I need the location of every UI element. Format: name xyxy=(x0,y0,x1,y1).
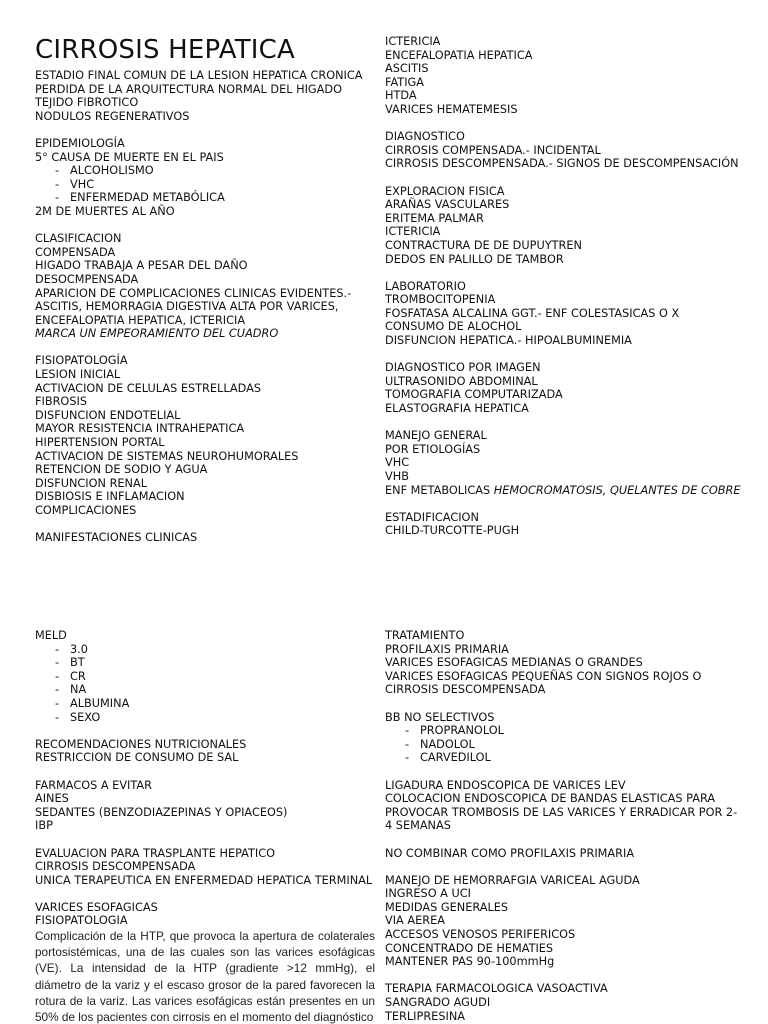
varices-paragraph: Complicación de la HTP, que provoca la apertura de colaterales portosistémicas, una de las cuales son las varices esofágicas (VE). La intensidad de la HTP (gradiente >12 mmHg), el diámetro de la variz y el escaso grosor de la pared favorecen la rotura de la variz. Las varices esofágicas están presentes en un 50% de los pacientes con cirrosis en el momento del diagnóstico xyxy=(35,929,375,1024)
ligation-heading: LIGADURA ENDOSCOPICA DE VARICES LEV xyxy=(385,778,626,792)
laboratory-line: DISFUNCION HEPATICA.- HIPOALBUMINEMIA xyxy=(385,334,632,348)
hemorrhage-heading: MANEJO DE HEMORRAFGIA VARICEAL AGUDA xyxy=(385,873,640,887)
physiopathology-line: ACTIVACION DE SISTEMAS NEUROHUMORALES xyxy=(35,449,299,463)
treatment-line: CIRROSIS DESCOMPENSADA xyxy=(385,683,546,697)
classification-line: DESOCMPENSADA xyxy=(35,272,139,286)
manifestation-item: ICTERICIA xyxy=(385,35,441,48)
physiopathology-line: COMPLICACIONES xyxy=(35,504,137,517)
treatment-heading: TRATAMIENTO xyxy=(385,629,465,642)
classification-line: COMPENSADA xyxy=(35,245,116,259)
nutrition-line: RESTRICCION DE CONSUMO DE SAL xyxy=(35,751,239,765)
drugs-avoid-line: SEDANTES (BENZODIAZEPINAS Y OPIACEOS) xyxy=(35,805,288,819)
epidemiology-item: - VHC xyxy=(35,178,375,192)
ligation-line: 4 SEMANAS xyxy=(385,819,451,833)
drugs-avoid-line: IBP xyxy=(35,819,53,833)
physiopathology-line: LESION INICIAL xyxy=(35,368,121,382)
epidemiology-item: - ALCOHOLISMO xyxy=(35,164,375,178)
laboratory-heading: LABORATORIO xyxy=(385,279,466,293)
beta-blockers-heading: BB NO SELECTIVOS xyxy=(385,710,495,724)
meld-heading: MELD xyxy=(35,629,67,642)
ligation-line: PROVOCAR TROMBOSIS DE LAS VARICES Y ERRADICAR POR 2- xyxy=(385,805,738,819)
diagnosis-line: CIRROSIS DESCOMPENSADA.- SIGNOS DE DESCOMPENSACIÓN xyxy=(385,157,739,171)
physical-exam-line: DEDOS EN PALILLO DE TAMBOR xyxy=(385,252,564,266)
physical-exam-line: CONTRACTURA DE DE DUPUYTREN xyxy=(385,238,582,252)
manifestation-item: ENCEFALOPATIA HEPATICA xyxy=(385,48,533,62)
intro-line: PERDIDA DE LA ARQUITECTURA NORMAL DEL HIGADO xyxy=(35,82,342,96)
hemorrhage-line: CONCENTRADO DE HEMATIES xyxy=(385,941,554,955)
meld-item: - 3.0 xyxy=(35,643,385,657)
general-management-line: VHC xyxy=(385,456,410,470)
right-column-upper xyxy=(385,35,765,538)
metabolic-italic: HEMOCROMATOSIS, QUELANTES DE COBRE xyxy=(493,483,741,497)
physiopathology-line: HIPERTENSION PORTAL xyxy=(35,436,165,450)
imaging-heading: DIAGNOSTICO POR IMAGEN xyxy=(385,361,541,375)
clinical-manifestations-heading: MANIFESTACIONES CLINICAS xyxy=(35,531,198,545)
ligation-line: COLOCACION ENDOSCOPICA DE BANDAS ELASTICAS PARA xyxy=(385,792,716,806)
manifestation-item: HTDA xyxy=(385,89,417,103)
meld-item: - NA xyxy=(35,683,385,697)
physiopathology-line: ACTIVACION DE CELULAS ESTRELLADAS xyxy=(35,381,262,395)
physiopathology-heading: FISIOPATOLOGÍA xyxy=(35,354,128,368)
left-column-lower xyxy=(35,629,385,1024)
treatment-line: VARICES ESOFAGICAS MEDIANAS O GRANDES xyxy=(385,656,643,670)
beta-blocker-item: - PROPRANOLOL xyxy=(385,724,765,738)
intro-line: TEJIDO FIBROTICO xyxy=(35,96,139,110)
classification-line: ENCEFALOPATIA HEPATICA, ICTERICIA xyxy=(35,313,246,327)
right-column-lower xyxy=(385,629,765,1023)
manifestation-item: ASCITIS xyxy=(385,62,429,76)
drugs-avoid-heading: FARMACOS A EVITAR xyxy=(35,778,152,792)
varices-subheading: FISIOPATOLOGIA xyxy=(35,914,128,928)
physical-exam-line: ERITEMA PALMAR xyxy=(385,211,484,225)
diagnosis-line: CIRROSIS COMPENSADA.- INCIDENTAL xyxy=(385,143,601,157)
metabolic-prefix: ENF METABOLICAS xyxy=(385,483,494,497)
document-title: CIRROSIS HEPATICA xyxy=(35,35,296,65)
transplant-heading: EVALUACION PARA TRASPLANTE HEPATICO xyxy=(35,846,276,860)
diagnosis-heading: DIAGNOSTICO xyxy=(385,130,465,144)
classification-line: APARICION DE COMPLICACIONES CLINICAS EVIDENTES.- xyxy=(35,286,352,300)
beta-blocker-item: - NADOLOL xyxy=(385,738,765,752)
manifestation-item: VARICES HEMATEMESIS xyxy=(385,102,518,116)
intro-line: NODULOS REGENERATIVOS xyxy=(35,109,190,123)
vasoactive-line: SANGRADO AGUDI xyxy=(385,996,491,1010)
epidemiology-deaths: 2M DE MUERTES AL AÑO xyxy=(35,204,175,218)
physical-exam-line: ARAÑAS VASCULARES xyxy=(385,198,510,212)
manifestation-item: FATIGA xyxy=(385,75,425,89)
transplant-line: UNICA TERAPEUTICA EN ENFERMEDAD HEPATICA TERMINAL xyxy=(35,873,373,887)
laboratory-line: FOSFATASA ALCALINA GGT.- ENF COLESTASICAS O X xyxy=(385,306,680,320)
transplant-line: CIRROSIS DESCOMPENSADA xyxy=(35,860,196,874)
left-column-upper xyxy=(35,35,375,545)
nutrition-heading: RECOMENDACIONES NUTRICIONALES xyxy=(35,737,247,751)
imaging-line: ELASTOGRAFIA HEPATICA xyxy=(385,402,529,416)
hemorrhage-line: VIA AEREA xyxy=(385,914,445,928)
epidemiology-item: - ENFERMEDAD METABÓLICA xyxy=(35,191,375,205)
metabolic-disease-line xyxy=(385,484,765,498)
hemorrhage-line: MEDIDAS GENERALES xyxy=(385,900,509,914)
physiopathology-line: RETENCION DE SODIO Y AGUA xyxy=(35,463,208,477)
hemorrhage-line: MANTENER PAS 90-100mmHg xyxy=(385,955,555,969)
vasoactive-line: TERLIPRESINA xyxy=(385,1009,465,1023)
intro-line: ESTADIO FINAL COMUN DE LA LESION HEPATICA CRONICA xyxy=(35,69,363,82)
physiopathology-line: DISBIOSIS E INFLAMACION xyxy=(35,490,185,504)
drugs-avoid-line: AINES xyxy=(35,792,69,806)
hemorrhage-line: INGRESO A UCI xyxy=(385,887,471,901)
classification-italic-note: MARCA UN EMPEORAMIENTO DEL CUADRO xyxy=(35,327,279,341)
meld-item: - CR xyxy=(35,670,385,684)
vasoactive-heading: TERAPIA FARMACOLOGICA VASOACTIVA xyxy=(385,982,608,996)
general-management-line: POR ETIOLOGÍAS xyxy=(385,442,481,456)
imaging-line: TOMOGRAFIA COMPUTARIZADA xyxy=(385,388,563,402)
meld-item: - BT xyxy=(35,656,385,670)
epidemiology-heading: EPIDEMIOLOGÍA xyxy=(35,136,125,150)
classification-line: ASCITIS, HEMORRAGIA DIGESTIVA ALTA POR VARICES, xyxy=(35,300,339,314)
physiopathology-line: MAYOR RESISTENCIA INTRAHEPATICA xyxy=(35,422,245,436)
staging-line: CHILD-TURCOTTE-PUGH xyxy=(385,524,520,538)
varices-heading: VARICES ESOFAGICAS xyxy=(35,900,158,914)
laboratory-line: CONSUMO DE ALOCHOL xyxy=(385,320,522,334)
physical-exam-line: ICTERICIA xyxy=(385,225,441,239)
hemorrhage-line: ACCESOS VENOSOS PERIFERICOS xyxy=(385,928,576,942)
meld-item: - SEXO xyxy=(35,711,385,725)
imaging-line: ULTRASONIDO ABDOMINAL xyxy=(385,374,538,388)
no-combine-line: NO COMBINAR COMO PROFILAXIS PRIMARIA xyxy=(385,846,635,860)
meld-item: - ALBUMINA xyxy=(35,697,385,711)
general-management-line: VHB xyxy=(385,470,409,483)
laboratory-line: TROMBOCITOPENIA xyxy=(385,293,496,307)
physiopathology-line: DISFUNCION RENAL xyxy=(35,476,148,490)
treatment-line: VARICES ESOFAGICAS PEQUEÑAS CON SIGNOS ROJOS O xyxy=(385,669,702,683)
beta-blocker-item: - CARVEDILOL xyxy=(385,751,765,765)
physiopathology-line: DISFUNCION ENDOTELIAL xyxy=(35,408,181,422)
epidemiology-line: 5° CAUSA DE MUERTE EN EL PAIS xyxy=(35,150,224,164)
physiopathology-line: FIBROSIS xyxy=(35,395,87,409)
classification-heading: CLASIFICACION xyxy=(35,232,122,246)
treatment-line: PROFILAXIS PRIMARIA xyxy=(385,642,509,656)
physical-exam-heading: EXPLORACION FISICA xyxy=(385,184,505,198)
classification-line: HIGADO TRABAJA A PESAR DEL DAÑO xyxy=(35,259,248,273)
staging-heading: ESTADIFICACION xyxy=(385,510,479,524)
general-management-heading: MANEJO GENERAL xyxy=(385,429,487,443)
